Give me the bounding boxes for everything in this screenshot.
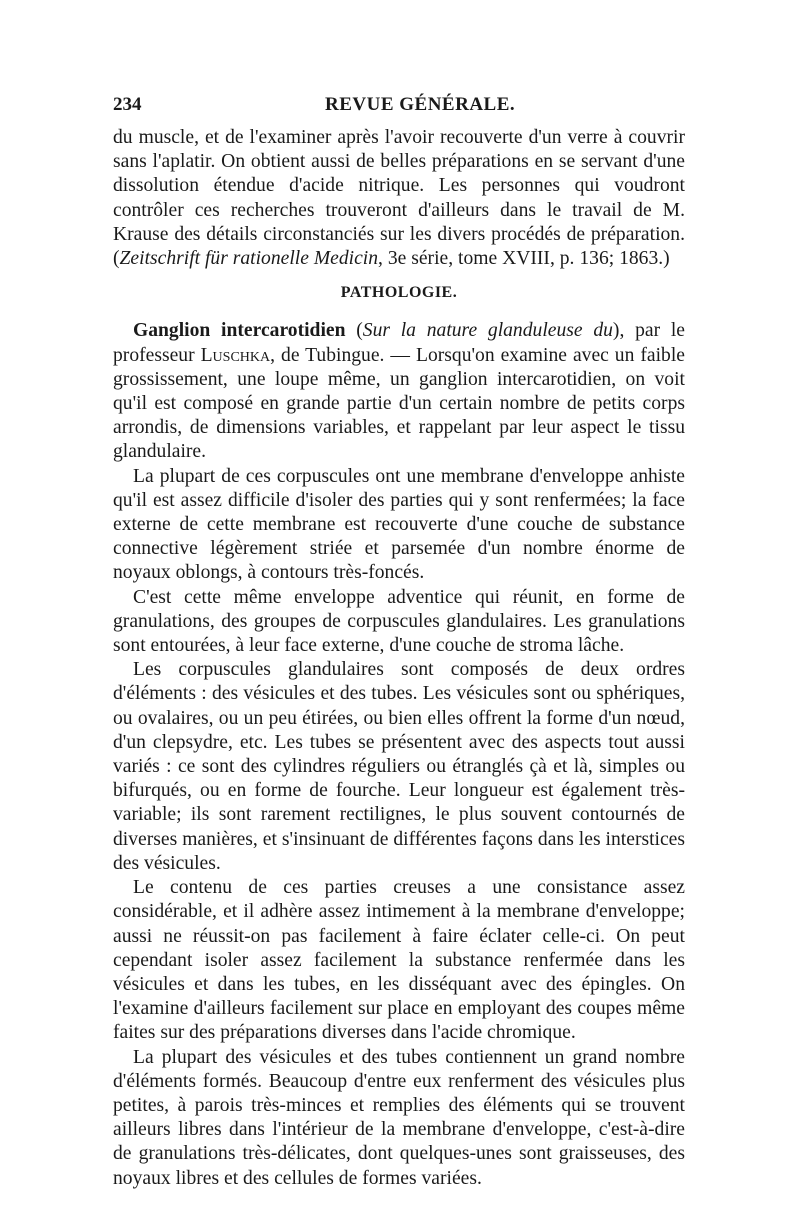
section-heading: PATHOLOGIE. [340, 284, 458, 302]
article-subtitle: Sur la nature glanduleuse du [362, 320, 613, 342]
article-lead-paragraph [113, 319, 685, 464]
journal-title: REVUE GÉNÉRALE. [325, 94, 516, 115]
body-text [113, 126, 685, 1191]
article-lead-text: , de Tubingue. — Lorsqu'on examine avec un faible grossissement, une loupe même, un ganglion intercarotidien, on voit qu'il est composé en grande partie d'un certain nombre de petits corps arrondis, de dimensions variables, et rappelant par leur aspect le tissu glandulaire. [113, 344, 685, 463]
running-head [113, 94, 685, 124]
paragraph: La plupart de ces corpuscules ont une membrane d'enveloppe anhiste qu'il est assez difficile d'isoler des parties qui y sont renfermées; la face externe de cette membrane est recouverte d'une couche de substance connective légèrement striée et parsemée d'un nombre énorme de noyaux oblongs, à contours très-foncés. [113, 465, 685, 584]
intro-text-start: du muscle, et de l'examiner après l'avoir recouverte d'un verre à couvrir sans l'aplatir. On obtient aussi de belles préparations en se servant d'une dissolution étendue d'acide nitrique. Les personnes qui voudront contrôler ces recherches trouveront d'ailleurs dans le travail de M. Krause des détails circonstanciés sur les divers procédés de préparation. ( [113, 127, 685, 270]
paragraph: Les corpuscules glandulaires sont composés de deux ordres d'éléments : des vésicules et des tubes. Les vésicules sont ou sphériques, ou ovalaires, ou un peu étirées, ou bien elles offrent la forme d'un nœud, d'un clepsydre, etc. Les tubes se présentent avec des aspects tout aussi variés : ce sont des cylindres réguliers ou étranglés çà et là, simples ou bifurqués, ou en forme de fourche. Leur longueur est également très-variable; ils sont rarement rectilignes, le plus souvent contournés de diverses manières, et s'insinuant de différentes façons dans les interstices des vésicules. [113, 659, 685, 874]
intro-paragraph [113, 126, 685, 271]
article-author: Luschka [200, 344, 271, 366]
paragraph: Le contenu de ces parties creuses a une consistance assez considérable, et il adhère assez intimement à la membrane d'enveloppe; aussi ne réussit-on pas facilement à faire éclater celle-ci. On peut cependant isoler assez facilement la substance renfermée dans les vésicules et dans les tubes, en les disséquant avec des épingles. On l'examine d'ailleurs facilement sur place en employant des coupes même faites sur des préparations diverses dans l'acide chromique. [113, 877, 685, 1044]
subtitle-open: ( [345, 320, 363, 342]
intro-text-end: , 3e série, tome XVIII, p. 136; 1863.) [378, 248, 670, 270]
subtitle-close: ), par le professeur [113, 320, 685, 366]
paragraph: La plupart des vésicules et des tubes contiennent un grand nombre d'éléments formés. Beaucoup d'entre eux renferment des vésicules plus petites, à parois très-minces et remplies des éléments qui se trouvent ailleurs libres dans l'intérieur de la membrane d'enveloppe, c'est-à-dire de granulations très-délicates, dont quelques-unes sont graisseuses, des noyaux libres et des cellules de formes variées. [113, 1046, 685, 1189]
journal-citation: Zeitschrift für rationelle Medicin [119, 248, 379, 270]
page-number: 234 [113, 94, 142, 115]
paragraph: C'est cette même enveloppe adventice qui réunit, en forme de granulations, des groupes de corpuscules glandulaires. Les granulations sont entourées, à leur face externe, d'une couche de stroma lâche. [113, 586, 685, 657]
article-title: Ganglion intercarotidien [133, 320, 346, 342]
